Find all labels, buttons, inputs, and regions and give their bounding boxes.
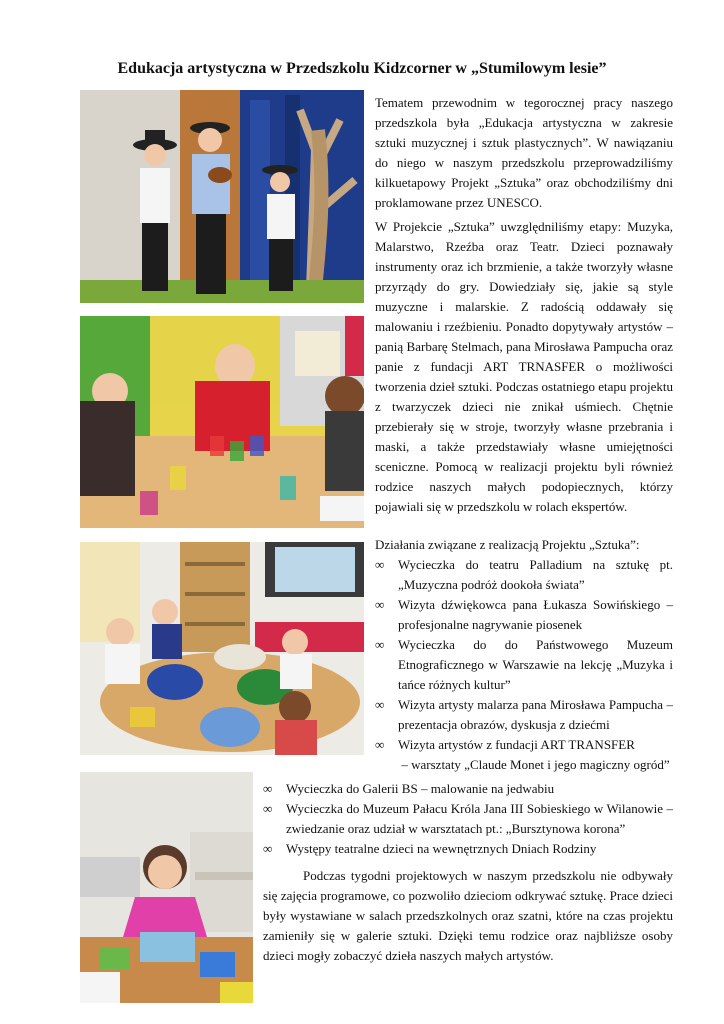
photo-stage-illustration: [80, 90, 364, 303]
bullet-icon: ∞: [263, 841, 273, 856]
bullet-icon: ∞: [263, 781, 273, 796]
project-paragraph: [375, 217, 673, 517]
bullet-icon: ∞: [375, 697, 385, 712]
list-item: ∞ Wycieczka do teatru Palladium na sztukę pt. „Muzyczna podróż dookoła świata”: [375, 557, 673, 592]
list-item: ∞ Wizyta artystów z fundacji ART TRANSFER – warsztaty „Claude Monet i jego magiczny ogród”: [375, 737, 670, 772]
list-item: ∞ Wycieczka do Galerii BS – malowanie na jedwabiu: [263, 779, 673, 799]
list-item: ∞ Wycieczka do Muzeum Pałacu Króla Jana III Sobieskiego w Wilanowie – zwiedzanie oraz udział w warsztatach pt.: „Bursztynowa korona”: [263, 801, 673, 836]
list-item: ∞ Wizyta dźwiękowca pana Łukasza Sowińskiego – profesjonalne nagrywanie piosenek: [375, 597, 673, 632]
photo-clay-illustration: [80, 542, 364, 755]
intro-text: Tematem przewodnim w tegorocznej pracy naszego przedszkola była „Edukacja artystyczna w zakresie sztuki muzycznej i sztuk plastycznych”. W nawiązaniu do niego w naszym przedszkolu przeprowadziliśmy kilkuetapowy Projekt „Sztuka” oraz obchodziliśmy dni proklamowane przez UNESCO.: [375, 95, 673, 210]
closing-text: Podczas tygodni projektowych w naszym przedszkolu nie odbywały się zajęcia programowe, co pozwoliło dzieciom odkrywać sztukę. Prace dzieci były wystawiane w salach przedszkolnych oraz szatni, które na czas projektu zamieniły się w galerie sztuki. Dzięki temu rodzice oraz najbliższe osoby dzieci mogły zobaczyć dzieła naszych małych artystów.: [263, 868, 673, 963]
photo-girl-illustration: [80, 772, 253, 1003]
page-title: Edukacja artystyczna w Przedszkolu Kidzcorner w „Stumilowym lesie”: [117, 60, 607, 77]
photo-stage-performance: [80, 90, 364, 303]
bullet-icon: ∞: [375, 637, 385, 652]
bullet-icon: ∞: [263, 801, 273, 816]
closing-paragraph: [263, 866, 673, 966]
bullet-icon: ∞: [375, 597, 385, 612]
actions-list: [375, 555, 673, 775]
list-item: ∞ Wizyta artysty malarza pana Mirosława Pampucha – prezentacja obrazów, dyskusja z dziećmi: [375, 697, 673, 732]
intro-paragraph: [375, 93, 673, 213]
photo-kids-painting: [80, 316, 364, 528]
project-text: W Projekcie „Sztuka” uwzględniliśmy etapy: Muzyka, Malarstwo, Rzeźba oraz Teatr. Dzieci poznawały instrumenty oraz ich brzmienie, a także tworzyły własne przyrządy do gry. Dowiedziały się, jakie są style muzyczne i malarskie. Z radością oddawały się malowaniu i rzeźbieniu. Ponadto dopytywały artystów – panią Barbarę Stelmach, pana Mirosława Pampucha oraz panie z fundacji ART TRNASFER o możliwości tworzenia dzieł sztuki. Podczas ostatniego etapu projektu z twarzyczek dzieci nie znikał uśmiech. Chętnie przebierały się w stroje, tworzyły własne przebrania i maski, a także przedstawiały własne umiejętności sceniczne. Pomocą w realizacji projektu byli również rodzice naszych małych podopiecznych, którzy pojawiali się w przedszkolu w rolach ekspertów.: [375, 219, 673, 514]
list-item: ∞ Występy teatralne dzieci na wewnętrznych Dniach Rodziny: [263, 839, 673, 859]
actions-heading: Działania związane z realizacją Projektu „Sztuka”:: [375, 537, 640, 552]
photo-girl-artwork: [80, 772, 253, 1003]
list-item: ∞ Wycieczka do do Państwowego Muzeum Etnograficznego w Warszawie na lekcję „Muzyka i tańce różnych kultur”: [375, 637, 673, 692]
photo-painting-illustration: [80, 316, 364, 528]
photo-kids-clay: [80, 542, 364, 755]
bullet-icon: ∞: [375, 557, 385, 572]
bullet-icon: ∞: [375, 737, 385, 752]
actions-list-continued: [263, 779, 673, 859]
